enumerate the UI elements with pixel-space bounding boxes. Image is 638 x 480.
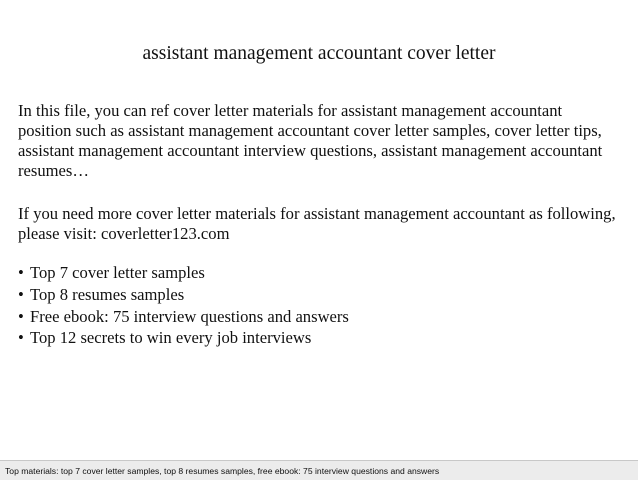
slide-title: assistant management accountant cover letter xyxy=(142,43,496,64)
bullet-marker: • xyxy=(18,306,24,326)
bullet-text: Top 7 cover letter samples xyxy=(30,263,205,282)
bullet-item xyxy=(18,262,618,284)
footer-text: Top materials: top 7 cover letter samples, top 8 resumes samples, free ebook: 75 interview questions and answers xyxy=(5,466,440,476)
bullet-text: Free ebook: 75 interview questions and answers xyxy=(30,306,349,326)
bullet-marker: • xyxy=(18,328,24,348)
more-materials-paragraph: If you need more cover letter materials for assistant management accountant as following, please visit: coverletter123.com xyxy=(18,204,616,243)
intro-paragraph: In this file, you can ref cover letter materials for assistant management accountant position such as assistant management accountant cover letter samples, cover letter tips, assistant management accountant interview questions, assistant management accountant resumes… xyxy=(18,101,603,180)
bullet-marker: • xyxy=(18,284,24,304)
bullet-item xyxy=(18,327,618,349)
bullet-text: Top 8 resumes samples xyxy=(30,284,185,304)
bullet-item xyxy=(18,284,618,306)
bullet-item xyxy=(18,306,618,328)
footer-bar xyxy=(0,460,638,480)
bullet-text: Top 12 secrets to win every job interviews xyxy=(30,328,312,348)
materials-bullet-list xyxy=(18,262,618,349)
bullet-marker: • xyxy=(18,263,24,282)
